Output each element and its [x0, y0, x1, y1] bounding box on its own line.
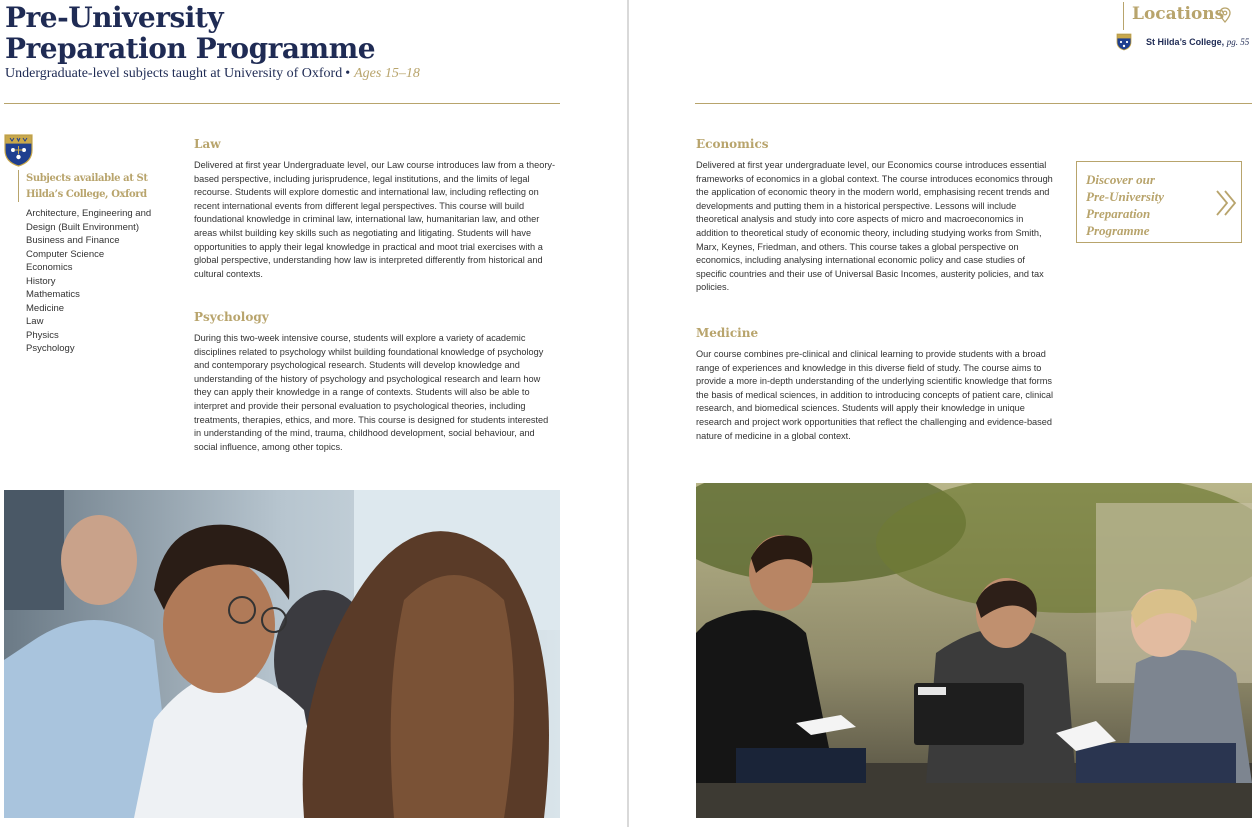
- economics-body: Delivered at first year undergraduate level, our Economics course introduces essential frameworks of economics in a global context. The course introduces economics through the application of economic theory in the modern world, emphasising recent trends and developments and putting them in a historical perspective. Lessons will include theoretical analysis and study into core aspects of micro and macroeconomics in addition to theoretical study of economic theory, including studying works from Smith, Marx, Keynes, Friedman, and others. This course takes a global perspective on economics, including analysing international economic policy and case studies of specific countries and their use of Universal Basic Incomes, austerity policies, and tax policies.: [696, 160, 1053, 293]
- title-line-1: Pre-University: [5, 1, 224, 34]
- list-item: Economics: [26, 262, 73, 273]
- subjects-accent-bar: [18, 170, 19, 202]
- list-item: Law: [26, 316, 44, 327]
- page-divider: [627, 0, 629, 827]
- subjects-heading: Subjects available at St Hilda’s College, Oxford: [26, 173, 148, 200]
- discover-line-4: Programme: [1086, 223, 1150, 238]
- law-heading: Law: [194, 137, 221, 151]
- law-body: Delivered at first year Undergraduate level, our Law course introduces law from a theory-based perspective, including jurisprudence, legal institutions, and the limits of legal recourse. Students will explore domestic and international law, including reflecting on recent international events from different legal perspectives. This course will build foundational knowledge in criminal law, international law, humanitarian law, and other areas whilst building key skills such as negotiating and litigating. Students will have opportunities to apply their legal knowledge in practical and moot trial exercises with a global perspective, understanding how law is interpreted differently from historical and cultural contexts.: [194, 160, 556, 279]
- header-rule-right: [695, 103, 1252, 104]
- subjects-list: [26, 207, 166, 356]
- medicine-heading: Medicine: [696, 326, 759, 340]
- medicine-body: Our course combines pre-clinical and clinical learning to provide students with a broad range of experiences and knowledge in this diverse field of study. The course aims to provide a more in-depth understanding of the underlying scientific knowledge that forms the basis of medical sciences, in addition to introducing concepts of patient care, clinical research, and biomedical sciences. Students will apply their knowledge in unique research and project work opportunities that reflect the challenging and evidence-based nature of medicine in a global context.: [696, 349, 1053, 441]
- subtitle: [5, 66, 420, 82]
- list-item: Architecture, Engineering and: [26, 208, 152, 219]
- title-line-2: Preparation Programme: [5, 32, 376, 65]
- locations-title: Locations: [1132, 4, 1225, 24]
- subtitle-text: Undergraduate-level subjects taught at University of Oxford: [5, 66, 343, 81]
- locations-accent-bar: [1123, 2, 1124, 30]
- college-crest-icon: [4, 134, 33, 167]
- list-item: Medicine: [26, 302, 65, 314]
- list-item: Computer Science: [26, 248, 105, 260]
- location-college: St Hilda’s College,: [1146, 37, 1225, 47]
- list-item: Psychology: [26, 343, 75, 354]
- economics-heading: Economics: [696, 137, 769, 151]
- list-item: Physics: [26, 329, 59, 341]
- discover-label: [1086, 171, 1206, 239]
- ages-label: Ages 15–18: [354, 66, 420, 81]
- page-title: [5, 2, 375, 64]
- discover-line-2: Pre-University: [1086, 189, 1164, 204]
- students-classroom-photo: [4, 490, 560, 818]
- location-link-st-hildas[interactable]: [1146, 37, 1249, 47]
- list-item: Business and Finance: [26, 235, 120, 246]
- list-item: Design (Built Environment): [26, 221, 139, 233]
- subtitle-separator: •: [345, 66, 351, 81]
- psychology-body: During this two-week intensive course, students will explore a variety of academic disciplines related to psychology whilst building foundational knowledge of psychology and contemporary psychological research. Students will develop knowledge and understanding of the history of psychology and psychological research and learn how they can apply their knowledge in a range of contexts. Students will also be able to interpret and provide their personal evaluation to psychological theories, including treatments, therapies, ethics, and more. This course is designed for students interested in understanding of the mind, trauma, childhood development, social behaviour, and social influence, among other topics.: [194, 333, 549, 452]
- location-pin-icon: [1219, 7, 1231, 23]
- discover-line-3: Preparation: [1086, 206, 1151, 221]
- discover-line-1: Discover our: [1086, 172, 1155, 187]
- list-item: History: [26, 275, 56, 287]
- discover-programme-button[interactable]: [1076, 161, 1242, 243]
- students-outdoor-photo: [696, 483, 1252, 818]
- psychology-heading: Psychology: [194, 310, 269, 324]
- college-crest-small-icon: [1116, 33, 1132, 51]
- double-chevron-right-icon: [1215, 189, 1239, 217]
- header-rule-left: [4, 103, 560, 104]
- list-item: Mathematics: [26, 289, 80, 300]
- location-page-ref: pg. 55: [1226, 37, 1250, 47]
